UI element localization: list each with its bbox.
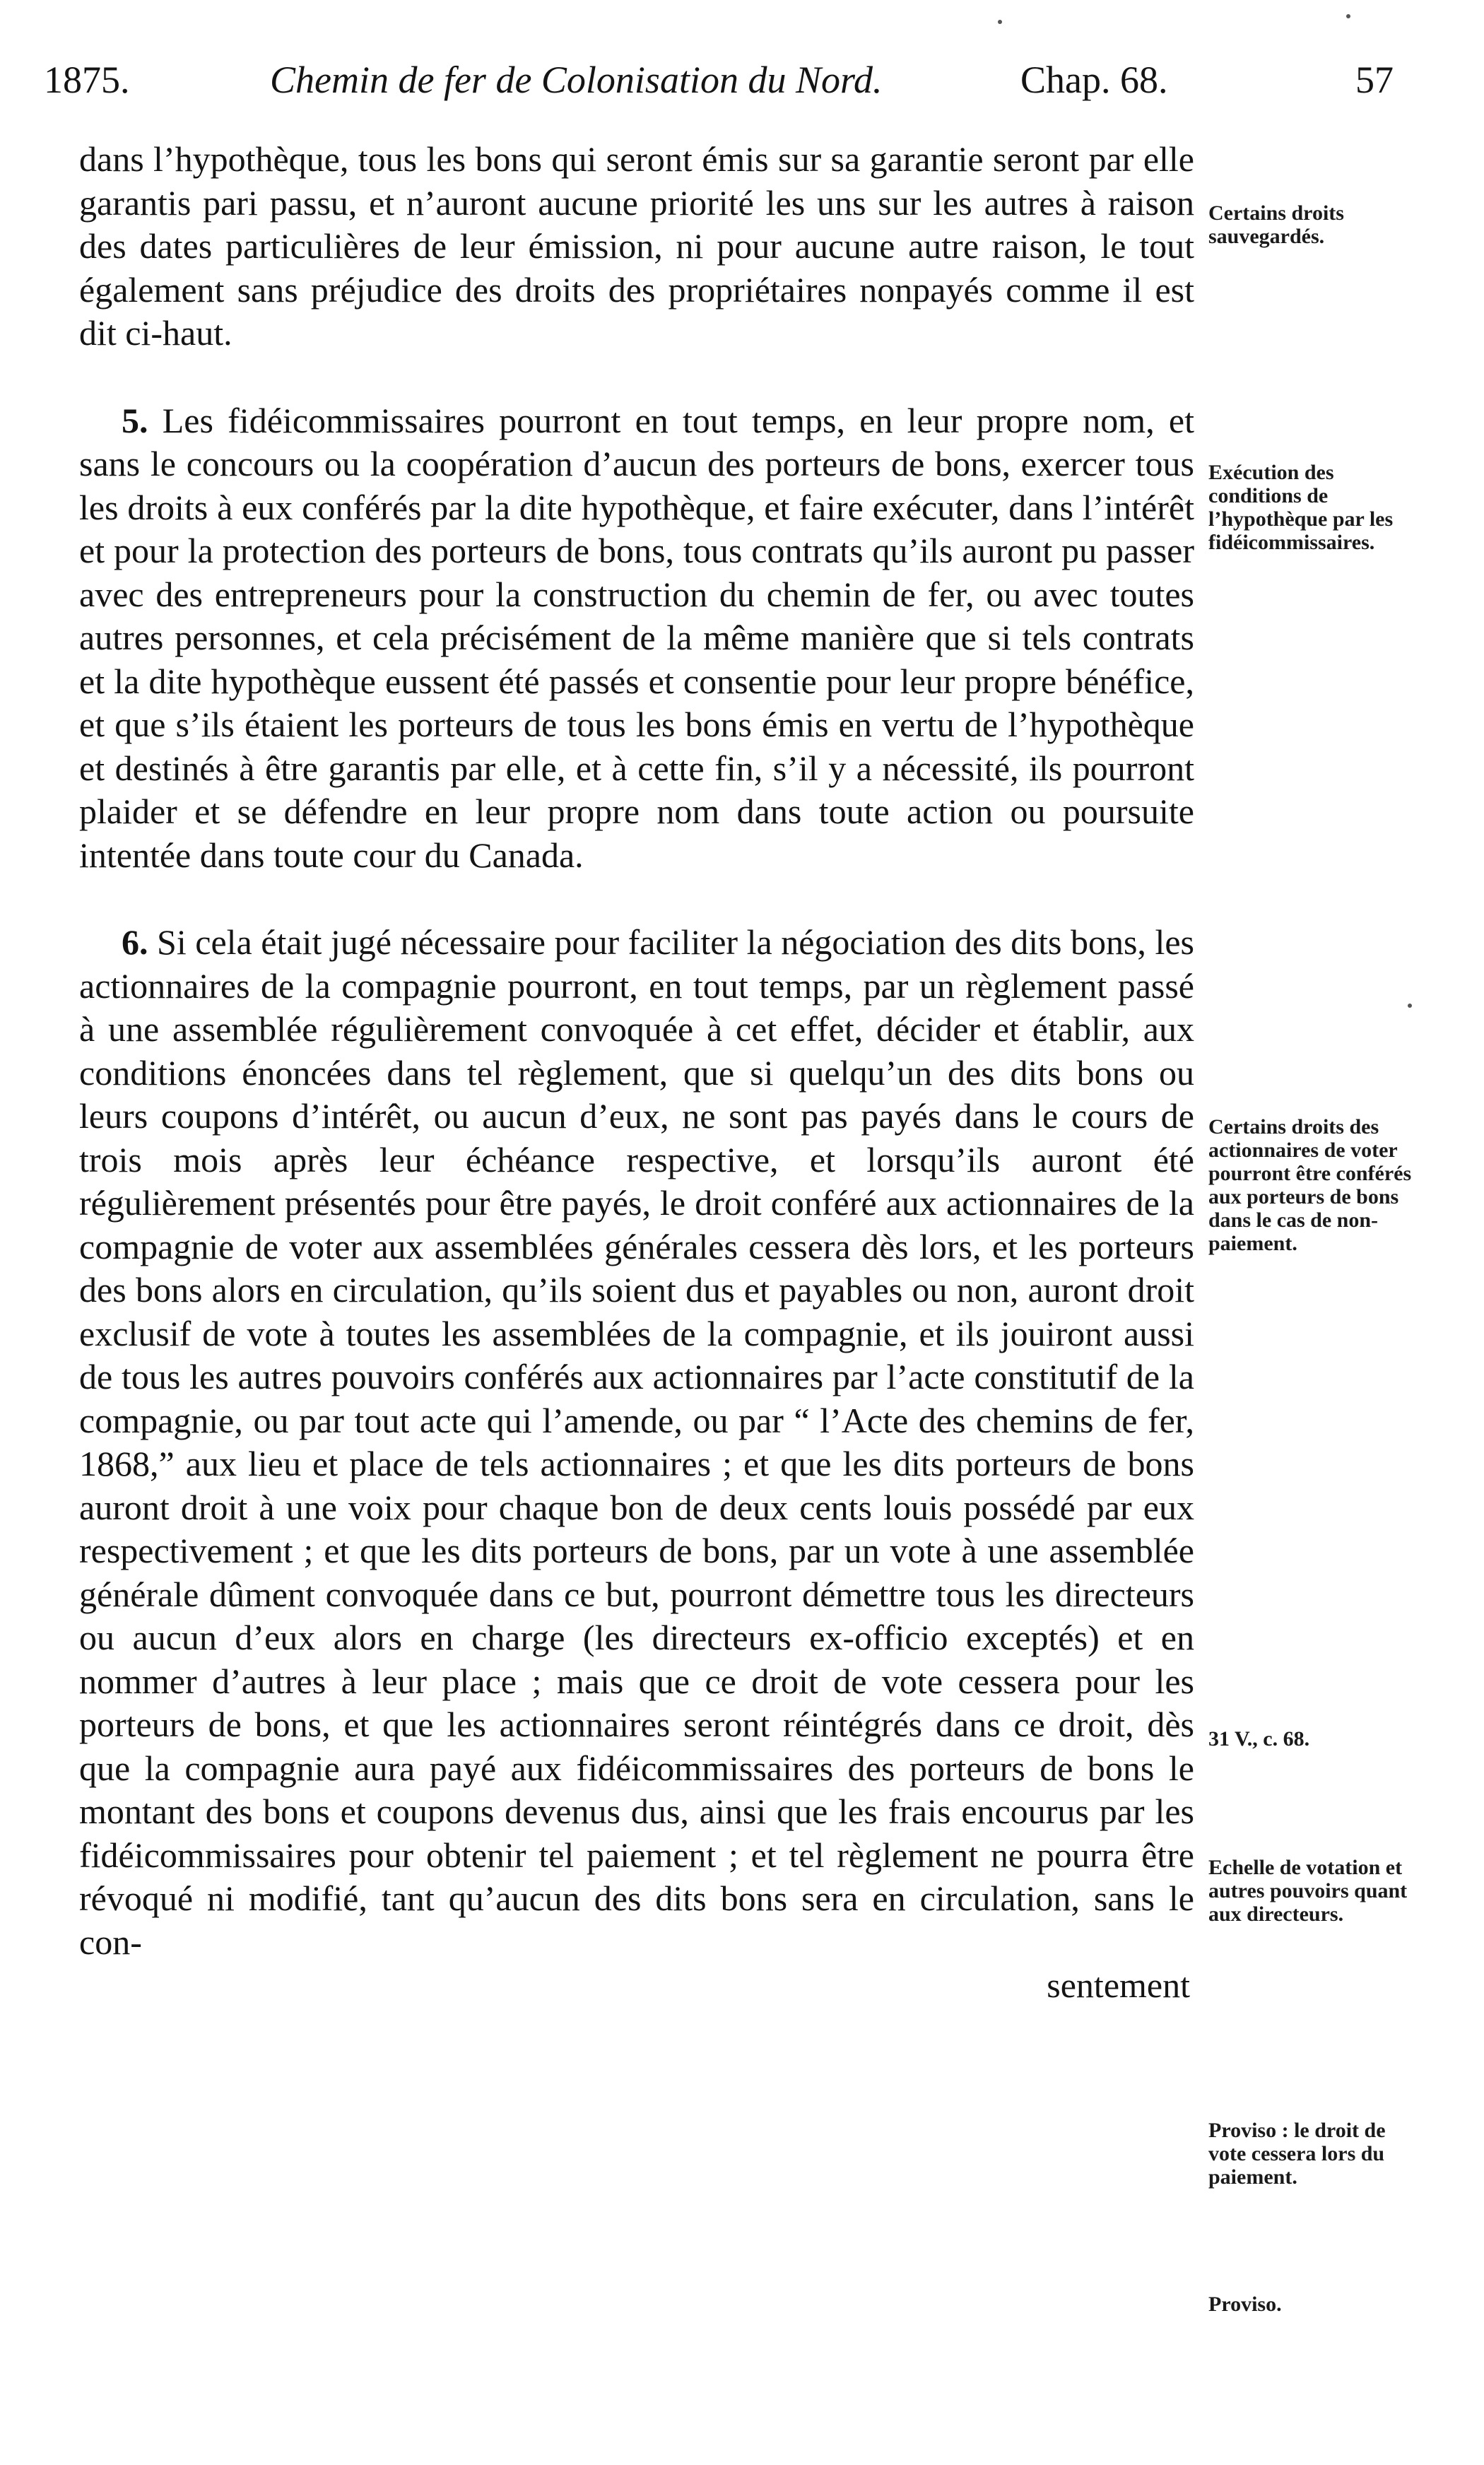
margin-note-proviso-vote: Proviso : le droit de vote cessera lors du paiement. [1208, 2119, 1386, 2189]
section-6-number: 6. [122, 922, 148, 962]
section-6-text: Si cela était jugé nécessaire pour faciliter la négociation des dits bons, les actionnaires de la compagnie pourront, en tout temps, par un règlement passé à une assemblée régulièrement convoquée à cet effet, décider et établir, aux conditions énoncées dans tel règlement, que si quelqu’un des dits bons ou leurs coupons d’intérêt, ou aucun d’eux, ne sont pas payés dans le cours de trois mois après leur échéance respective, et lorsqu’ils auront été régulièrement présentés pour être payés, le droit conféré aux actionnaires de la compagnie de voter aux assemblées générales cessera dès lors, et les porteurs des bons alors en circulation, qu’ils soient dus et payables ou non, auront droit exclusif de vote à toutes les assemblées de la compagnie, et ils jouiront aussi de tous les autres pouvoirs conférés aux actionnaires par l’acte constitutif de la compagnie, ou par tout acte qui l’amende, ou par “ l’Acte des chemins de fer, 1868,” aux lieu et place de tels actionnaires ; et que les dits porteurs de bons auront droit à une voix pour chaque bon de deux cents louis possédé par eux respectivement ; et que les dits porteurs de bons, par un vote à une assemblée générale dûment convoquée dans ce but, pourront démettre tous les directeurs ou aucun d’eux alors en charge (les directeurs ex-officio exceptés) et en nommer d’autres à leur place ; mais que ce droit de vote cessera pour les porteurs de bons, et que les actionnaires seront réintégrés dans ce droit, dès que la compagnie aura payé aux fidéicommissaires des porteurs de bons le montant des bons et coupons devenus dus, ainsi que les frais encourus par les fidéicommissaires pour obtenir tel paiement ; et tel règlement ne pourra être révoqué ni modifié, tant qu’aucun des dits bons sera en circulation, sans le con- [79, 922, 1195, 1962]
print-speck [1408, 1004, 1412, 1008]
paragraph-gap [79, 877, 1194, 921]
margin-note-execution-hypotheque: Exécution des conditions de l’hypothèque par les fidéicommissaires. [1208, 461, 1394, 554]
margin-note-droits-actionnaires: Certains droits des actionnaires de voter pourront être conférés aux porteurs de bons dans le cas de non-paiement. [1208, 1115, 1412, 1255]
margin-note-echelle-votation: Echelle de votation et autres pouvoirs quant aux directeurs. [1208, 1856, 1408, 1926]
section-5 [79, 399, 1194, 878]
print-speck [1346, 14, 1350, 18]
paragraph-gap [79, 355, 1194, 399]
margin-note-proviso: Proviso. [1208, 2293, 1282, 2316]
continued-paragraph: dans l’hypothèque, tous les bons qui seront émis sur sa garantie seront par elle garantis pari passu, et n’auront aucune priorité les uns sur les autres à raison des dates particulières de leur émission, ni pour aucune autre raison, le tout également sans préjudice des droits des propriétaires nonpayés comme il est dit ci-haut. [79, 139, 1194, 353]
header-title: Chemin de fer de Colonisation du Nord. [270, 59, 883, 101]
header-chapter: Chap. 68. [1020, 59, 1168, 101]
header-year: 1875. [44, 59, 130, 101]
margin-note-statute-reference: 31 V., c. 68. [1208, 1727, 1310, 1751]
body-text [79, 138, 1194, 2008]
catchword: sentement [1047, 1965, 1190, 2005]
section-5-number: 5. [122, 400, 148, 440]
margin-note-droits-sauvegardes: Certains droits sauvegardés. [1208, 201, 1344, 248]
header-page-number: 57 [1355, 59, 1394, 101]
section-6 [79, 921, 1194, 1964]
print-speck [998, 20, 1002, 24]
running-header [44, 48, 1394, 112]
section-5-text: Les fidéicommissaires pourront en tout temps, en leur propre nom, et sans le concours ou la coopération d’aucun des porteurs de bons, exercer tous les droits à eux conférés par la dite hypothèque, et faire exécuter, dans l’intérêt et pour la protection des porteurs de bons, tous contrats qu’ils auront pu passer avec des entrepreneurs pour la construction du chemin de fer, ou avec toutes autres personnes, et cela précisément de la même manière que si tels contrats et la dite hypothèque eussent été passés et consentie pour leur propre bénéfice, et que s’ils étaient les porteurs de tous les bons émis en vertu de l’hypothèque et destinés à être garantis par elle, et à cette fin, s’il y a nécessité, ils pourront plaider et se défendre en leur propre nom dans toute action ou poursuite intentée dans toute cour du Canada. [79, 400, 1195, 875]
